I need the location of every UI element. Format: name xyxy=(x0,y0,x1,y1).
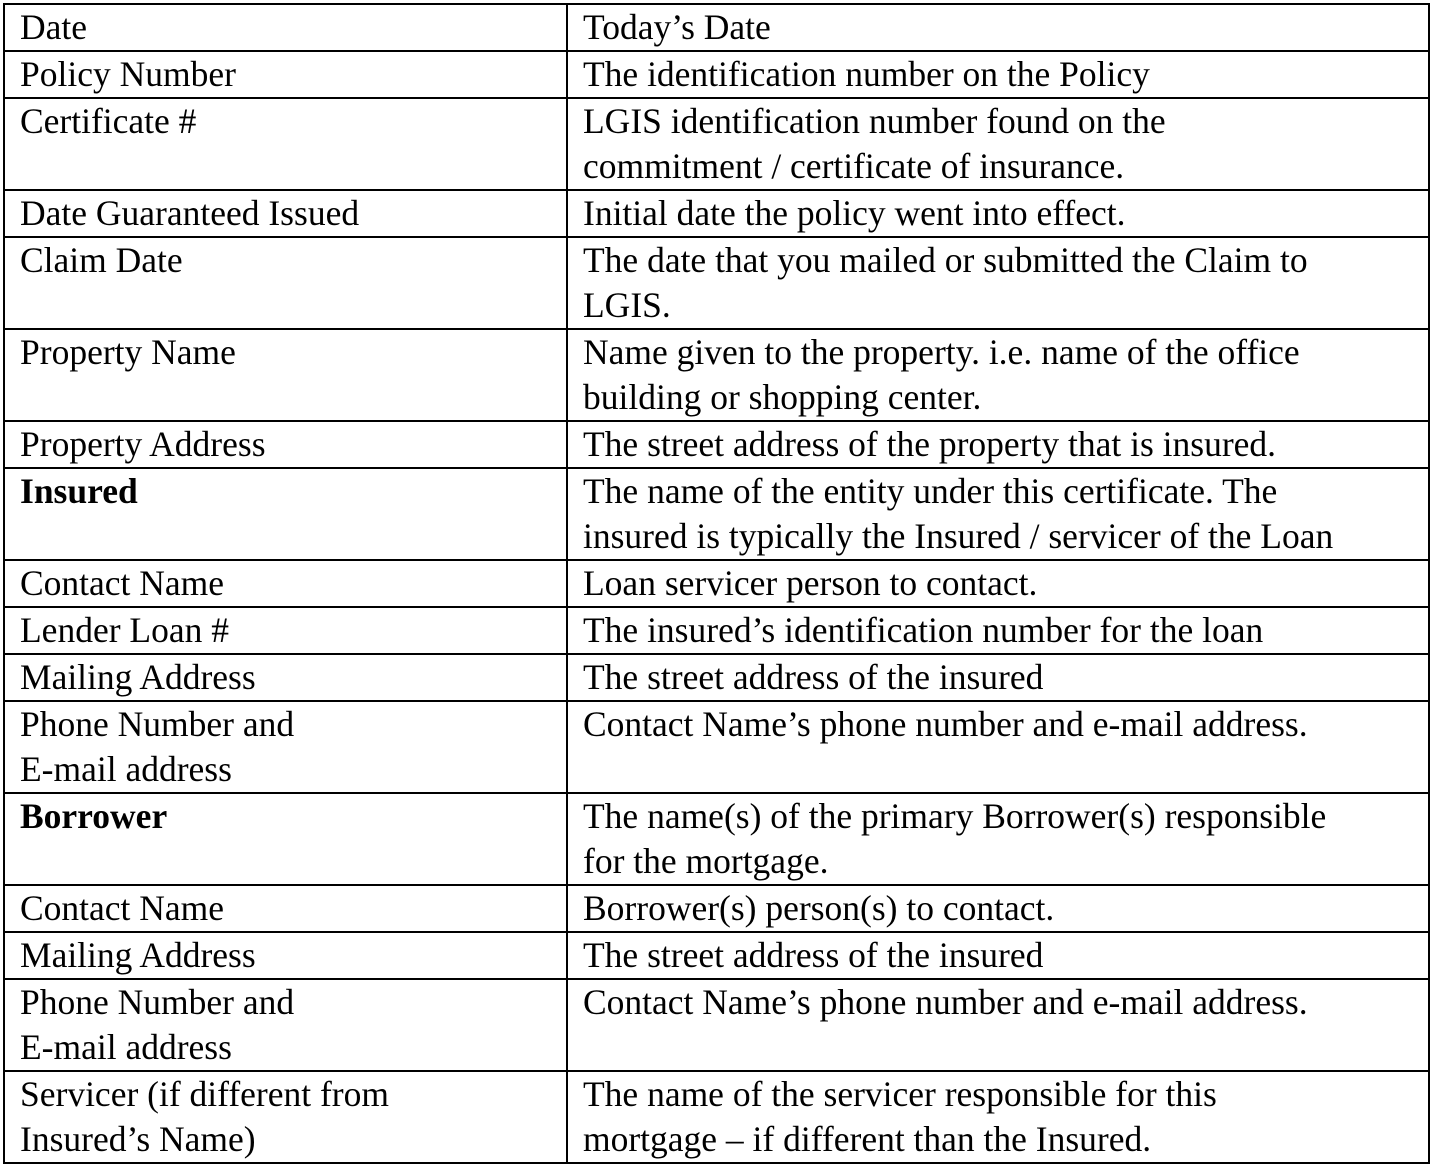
table-row xyxy=(4,51,1429,98)
field-description: The date that you mailed or submitted the Claim to LGIS. xyxy=(567,237,1429,329)
table-row xyxy=(4,98,1429,190)
table-row xyxy=(4,237,1429,329)
field-description: Today’s Date xyxy=(567,4,1429,51)
section-heading-borrower: Borrower xyxy=(4,793,567,885)
field-description: Name given to the property. i.e. name of the office building or shopping center. xyxy=(567,329,1429,421)
field-term: Property Address xyxy=(4,421,567,468)
table-body xyxy=(4,4,1429,1163)
field-term: Date Guaranteed Issued xyxy=(4,190,567,237)
field-term: Contact Name xyxy=(4,560,567,607)
field-description: Borrower(s) person(s) to contact. xyxy=(567,885,1429,932)
section-heading-insured: Insured xyxy=(4,468,567,560)
table-row xyxy=(4,885,1429,932)
table-row-section-borrower xyxy=(4,793,1429,885)
field-term: Phone Number and E-mail address xyxy=(4,979,567,1071)
table-row xyxy=(4,560,1429,607)
field-term: Servicer (if different from Insured’s Name) xyxy=(4,1071,567,1163)
table-row xyxy=(4,421,1429,468)
table-row xyxy=(4,607,1429,654)
field-term: Certificate # xyxy=(4,98,567,190)
field-description: The identification number on the Policy xyxy=(567,51,1429,98)
field-term: Policy Number xyxy=(4,51,567,98)
field-term: Phone Number and E-mail address xyxy=(4,701,567,793)
field-description: Contact Name’s phone number and e-mail address. xyxy=(567,701,1429,793)
table-row-section-insured xyxy=(4,468,1429,560)
field-description: The street address of the property that is insured. xyxy=(567,421,1429,468)
document-page xyxy=(3,3,1428,1164)
table-row xyxy=(4,979,1429,1071)
field-term: Property Name xyxy=(4,329,567,421)
field-description: The insured’s identification number for the loan xyxy=(567,607,1429,654)
field-description: Initial date the policy went into effect. xyxy=(567,190,1429,237)
field-description: The street address of the insured xyxy=(567,654,1429,701)
field-description: The street address of the insured xyxy=(567,932,1429,979)
field-term: Date xyxy=(4,4,567,51)
field-description: Contact Name’s phone number and e-mail address. xyxy=(567,979,1429,1071)
field-description: The name of the servicer responsible for this mortgage – if different than the Insured. xyxy=(567,1071,1429,1163)
field-description: Loan servicer person to contact. xyxy=(567,560,1429,607)
table-row xyxy=(4,932,1429,979)
field-term: Mailing Address xyxy=(4,932,567,979)
field-term: Mailing Address xyxy=(4,654,567,701)
field-description: LGIS identification number found on the commitment / certificate of insurance. xyxy=(567,98,1429,190)
table-row xyxy=(4,1071,1429,1163)
table-row xyxy=(4,4,1429,51)
field-term: Lender Loan # xyxy=(4,607,567,654)
field-description: The name(s) of the primary Borrower(s) responsible for the mortgage. xyxy=(567,793,1429,885)
field-definitions-table xyxy=(3,3,1430,1164)
field-term: Contact Name xyxy=(4,885,567,932)
table-row xyxy=(4,701,1429,793)
field-term: Claim Date xyxy=(4,237,567,329)
table-row xyxy=(4,190,1429,237)
table-row xyxy=(4,329,1429,421)
table-row xyxy=(4,654,1429,701)
field-description: The name of the entity under this certificate. The insured is typically the Insured / servicer of the Loan xyxy=(567,468,1429,560)
